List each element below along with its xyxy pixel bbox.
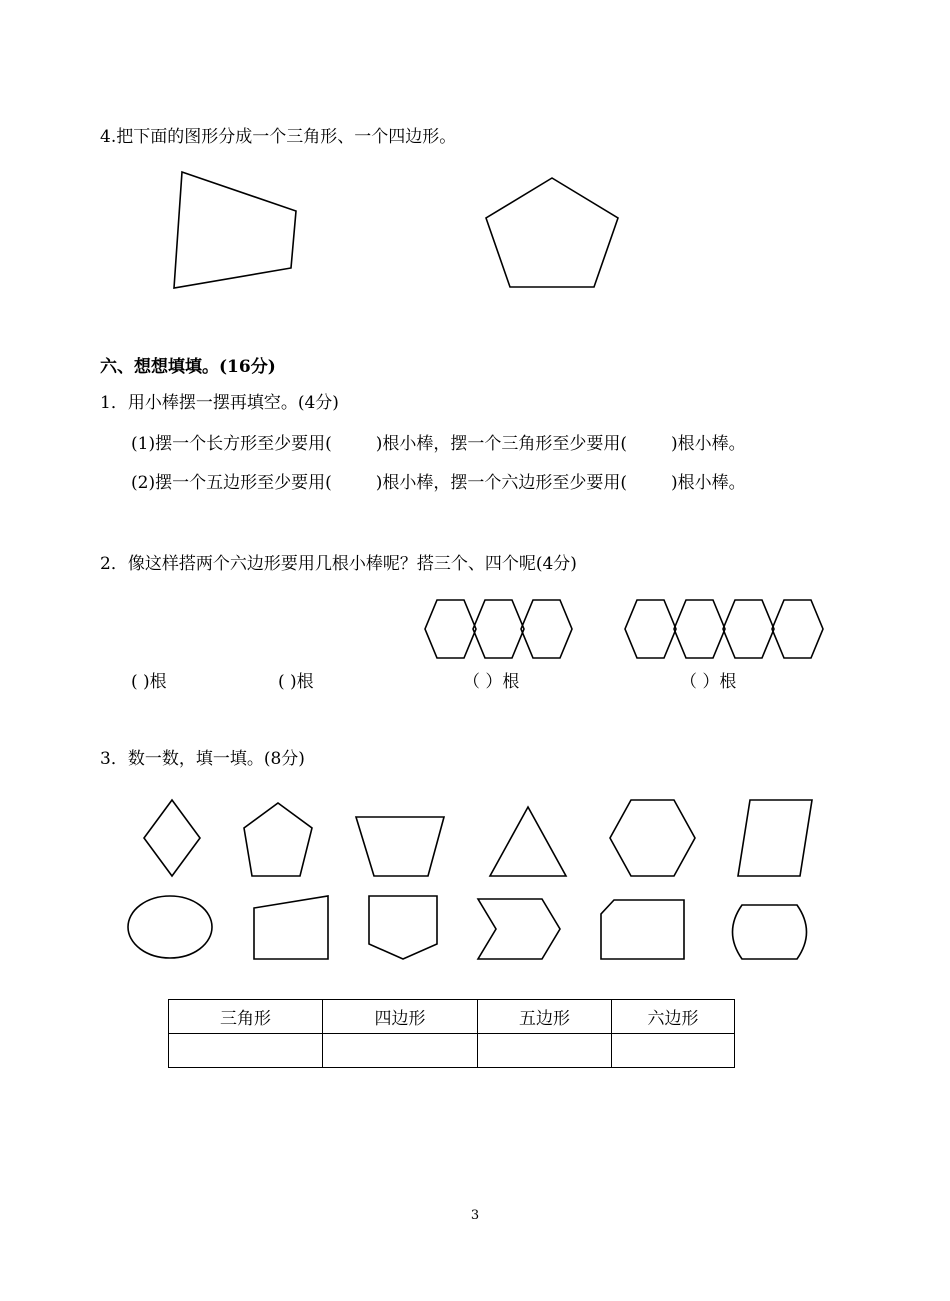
q4-quadrilateral-shape [174,172,296,288]
q1-line2-part-b: )根小棒，摆一个六边形至少要用( [375,473,627,493]
header-triangle: 三角形 [169,1000,323,1034]
house-pentagon-shape [369,896,437,959]
q4-title: 4.把下面的图形分成一个三角形、一个四边形。 [100,127,457,147]
q1-line1-part-b: )根小棒，摆一个三角形至少要用( [375,434,627,454]
q2-answer-two-hexagons[interactable]: ( )根 [278,672,314,692]
cut-corner-pentagon-shape [601,900,684,959]
section6-heading: 六、想想填填。(16分) [100,357,276,377]
hexagon-shape [610,800,695,876]
header-pentagon: 五边形 [478,1000,612,1034]
header-quadrilateral: 四边形 [323,1000,478,1034]
rhombus-shape [144,800,200,876]
shape-count-table [168,999,735,1068]
triangle-shape [490,807,566,876]
q1-line1-part-a: (1)摆一个长方形至少要用( [131,434,332,454]
q2-answer-one-hexagon[interactable]: ( )根 [131,672,167,692]
three-hexagon-chain [425,600,572,658]
q4-pentagon-shape [486,178,618,287]
four-hexagon-chain [625,600,823,658]
stadium-hexagon-shape [733,905,807,959]
answer-cell-triangle[interactable] [169,1034,323,1068]
q2-title: 2．像这样搭两个六边形要用几根小棒呢？搭三个、四个呢(4分) [100,554,577,574]
quadrilateral-shape [254,896,328,959]
pentagon-shape [244,803,312,876]
q1-line2-part-c: )根小棒。 [670,473,746,493]
table-header-row [169,1000,735,1034]
q1-line2 [131,472,746,494]
answer-cell-quadrilateral[interactable] [323,1034,478,1068]
q1-title: 1．用小棒摆一摆再填空。(4分) [100,393,339,413]
table-answer-row [169,1034,735,1068]
trapezoid-shape [356,817,444,876]
q2-answer-four-hexagons[interactable]: （ ）根 [680,672,737,692]
answer-cell-pentagon[interactable] [478,1034,612,1068]
answer-cell-hexagon[interactable] [612,1034,735,1068]
parallelogram-shape [738,800,812,876]
q1-line1 [131,433,746,455]
q2-answer-three-hexagons[interactable]: （ ）根 [463,672,520,692]
header-hexagon: 六边形 [612,1000,735,1034]
ellipse-shape [128,896,212,958]
page-number: 3 [470,1208,480,1223]
q1-line1-part-c: )根小棒。 [670,434,746,454]
q3-title: 3．数一数，填一填。(8分) [100,749,305,769]
chevron-hexagon-shape [478,899,560,959]
q1-line2-part-a: (2)摆一个五边形至少要用( [131,473,332,493]
